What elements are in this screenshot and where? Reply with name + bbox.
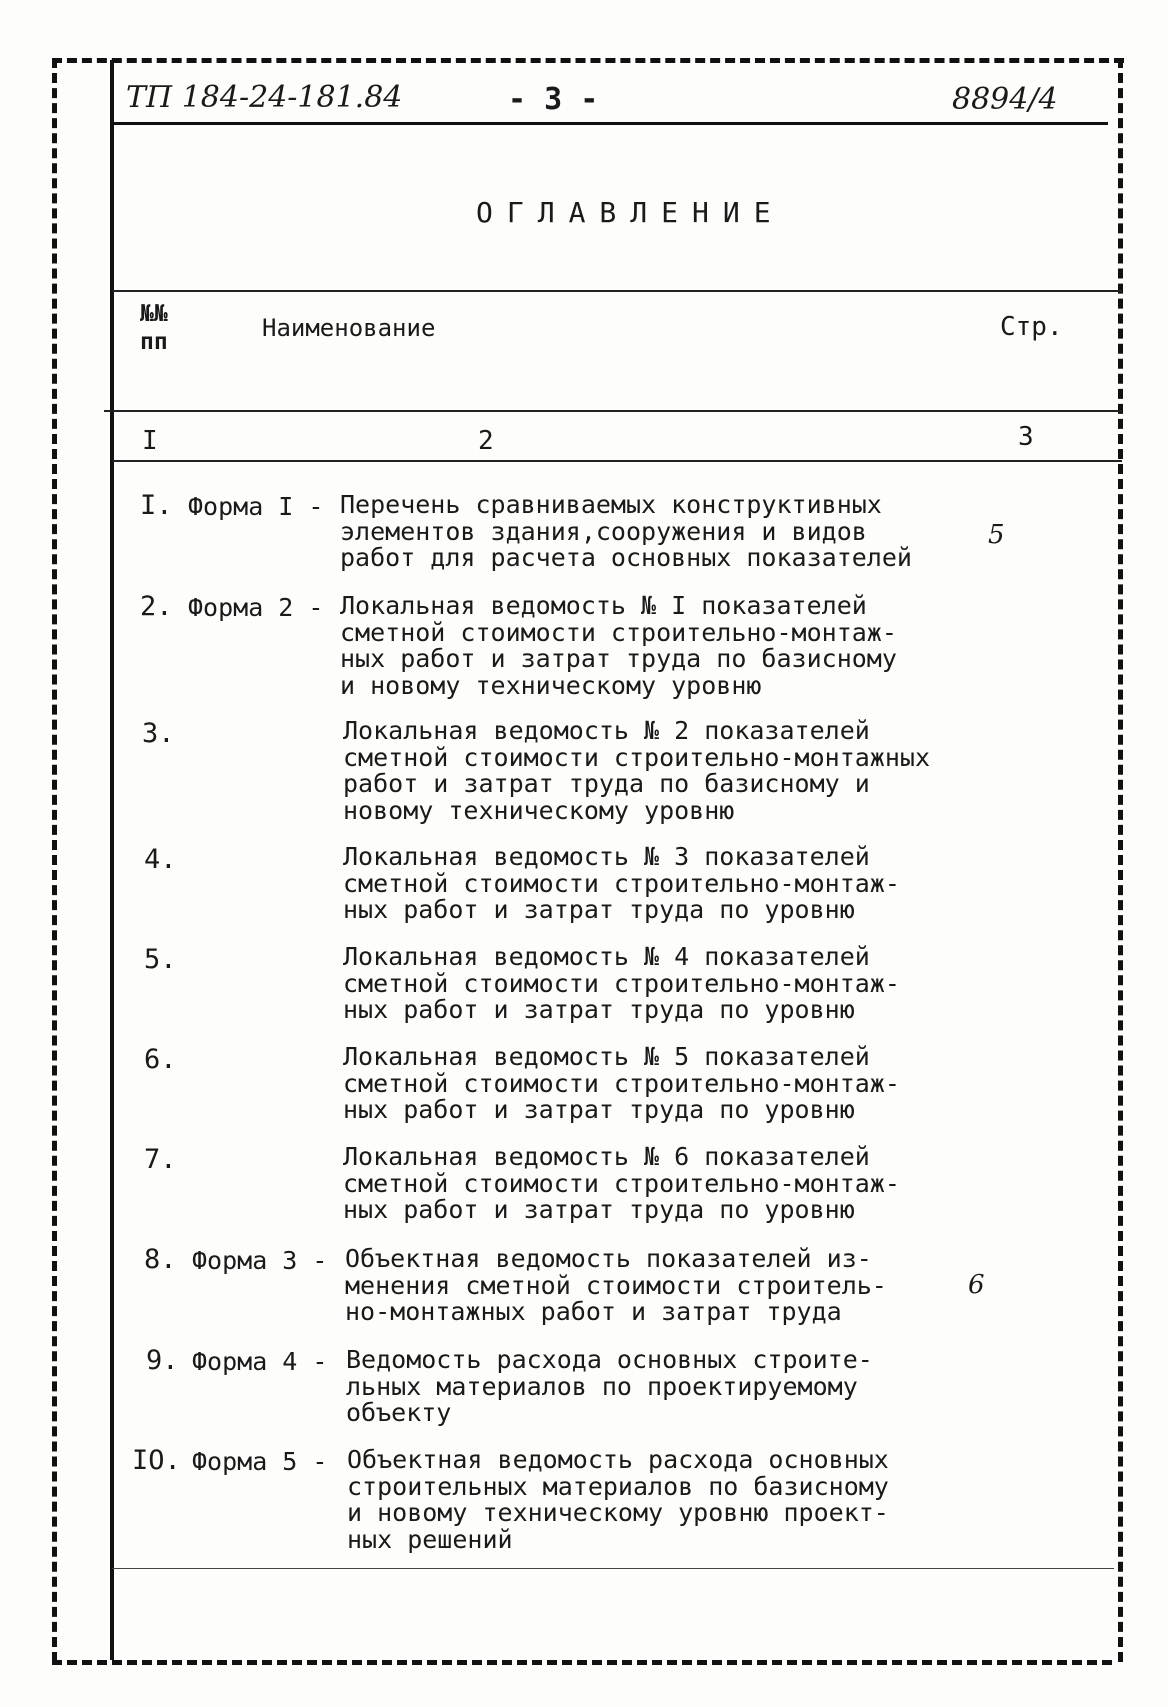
row-number: 9. [146, 1345, 179, 1376]
inner-left-border [110, 60, 114, 1660]
row-number: IO. [132, 1445, 181, 1476]
row-form: Форма 2 - [188, 593, 324, 622]
row-number: 8. [144, 1244, 177, 1275]
row-description: Локальная ведомость № 5 показателей сметной стоимости строительно-монтаж- ных работ и затрат труда по уровню [343, 1042, 900, 1124]
header-underline [112, 122, 1108, 125]
header-page: Стр. [1000, 312, 1063, 342]
row-description: Ведомость расхода основных строите- льных материалов по проектируемому объекту [346, 1345, 873, 1427]
frame-left [52, 58, 57, 1662]
table-colnum-rule [112, 460, 1122, 462]
frame-right [1118, 58, 1123, 1662]
row-page: 5 [988, 520, 1005, 550]
page-number: - 3 - [508, 82, 599, 117]
row-number: 2. [140, 591, 173, 622]
document-title: ОГЛАВЛЕНИЕ [476, 196, 785, 229]
frame-bottom [52, 1660, 1112, 1665]
row-number: I. [140, 490, 173, 521]
row-form: Форма 4 - [192, 1347, 328, 1376]
row-form: Форма I - [188, 492, 324, 521]
row-form: Форма 5 - [192, 1447, 328, 1476]
header-name: Наименование [262, 314, 436, 342]
table-header-rule [104, 410, 1122, 412]
frame-top [52, 58, 1124, 63]
row-description: Объектная ведомость расхода основных строительных материалов по базисному и новому техническому уровню проект- ных решений [347, 1445, 889, 1554]
row-number: 4. [144, 844, 177, 875]
row-number: 7. [144, 1144, 177, 1175]
row-description: Перечень сравниваемых конструктивных элементов здания,сооружения и видов работ для расчета основных показателей [340, 490, 912, 572]
column-number-2: 2 [478, 426, 494, 456]
row-form: Форма 3 - [192, 1246, 328, 1275]
header-num: №№ пп [140, 301, 168, 355]
row-number: 6. [144, 1044, 177, 1075]
row-description: Локальная ведомость № I показателей сметной стоимости строительно-монтаж- ных работ и затрат труда по базисному и новому техническому уровню [340, 591, 897, 700]
row-description: Локальная ведомость № 6 показателей сметной стоимости строительно-монтаж- ных работ и затрат труда по уровню [343, 1142, 900, 1224]
row-number: 5. [144, 944, 177, 975]
row-description: Локальная ведомость № 4 показателей сметной стоимости строительно-монтаж- ных работ и затрат труда по уровню [343, 942, 900, 1024]
row-number: 3. [142, 718, 175, 749]
archive-number: 8894/4 [952, 82, 1058, 117]
column-number-1: I [142, 426, 158, 456]
doc-code: ТП 184-24-181.84 [126, 80, 403, 115]
column-number-3: 3 [1018, 422, 1034, 452]
row-page: 6 [968, 1270, 985, 1300]
table-bottom-rule [112, 1568, 1114, 1569]
table-top-rule [112, 290, 1122, 292]
row-description: Объектная ведомость показателей из- менения сметной стоимости строитель- но-монтажных работ и затрат труда [345, 1244, 887, 1326]
row-description: Локальная ведомость № 3 показателей сметной стоимости строительно-монтаж- ных работ и затрат труда по уровню [343, 842, 900, 924]
row-description: Локальная ведомость № 2 показателей сметной стоимости строительно-монтажных работ и затрат труда по базисному и новому техническому уровню [343, 716, 930, 825]
